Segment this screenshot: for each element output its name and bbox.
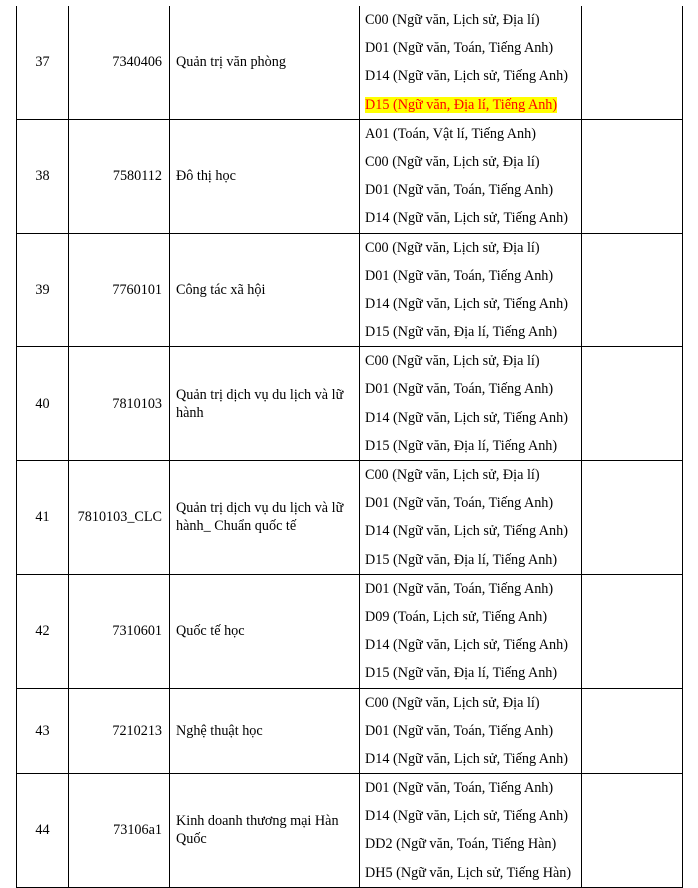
- combination-text: D01 (Ngữ văn, Toán, Tiếng Anh): [365, 267, 554, 284]
- combination-text: D01 (Ngữ văn, Toán, Tiếng Anh): [365, 580, 554, 597]
- combination-text: D14 (Ngữ văn, Lịch sử, Tiếng Anh): [365, 523, 568, 540]
- subject-combination: [365, 120, 581, 148]
- major-code: 7310601: [69, 574, 170, 688]
- subject-combination: [365, 603, 581, 631]
- major-code: 7340406: [69, 6, 170, 119]
- combination-text: D14 (Ngữ văn, Lịch sử, Tiếng Anh): [365, 295, 568, 312]
- combination-text: DD2 (Ngữ văn, Toán, Tiếng Hàn): [365, 836, 557, 853]
- subject-combination: [365, 6, 581, 34]
- row-number: 38: [17, 119, 69, 233]
- major-name: Kinh doanh thương mại Hàn Quốc: [170, 774, 360, 888]
- subject-combination: [365, 404, 581, 432]
- subject-combination: [365, 176, 581, 204]
- major-code: 7760101: [69, 233, 170, 347]
- subject-combinations: [360, 574, 582, 688]
- combination-text: D14 (Ngữ văn, Lịch sử, Tiếng Anh): [365, 210, 568, 227]
- highlighted-combination-text: D15 (Ngữ văn, Địa lí, Tiếng Anh): [365, 96, 558, 113]
- combination-text: D01 (Ngữ văn, Toán, Tiếng Anh): [365, 722, 554, 739]
- major-name: Quản trị dịch vụ du lịch và lữ hành: [170, 347, 360, 461]
- row-number: 42: [17, 574, 69, 688]
- row-number: 41: [17, 461, 69, 575]
- notes-cell: [582, 347, 683, 461]
- admission-table: [16, 6, 683, 888]
- combination-text: C00 (Ngữ văn, Lịch sử, Địa lí): [365, 12, 540, 28]
- subject-combinations: [360, 119, 582, 233]
- subject-combination: [365, 204, 581, 232]
- table-row: [17, 119, 683, 233]
- combination-text: D14 (Ngữ văn, Lịch sử, Tiếng Anh): [365, 637, 568, 654]
- major-code: 7810103_CLC: [69, 461, 170, 575]
- subject-combination: [365, 234, 581, 262]
- subject-combination: [365, 62, 581, 90]
- combination-text: D15 (Ngữ văn, Địa lí, Tiếng Anh): [365, 437, 558, 454]
- subject-combination: [365, 802, 581, 830]
- subject-combination: [365, 859, 581, 887]
- subject-combination: [365, 517, 581, 545]
- row-number: 40: [17, 347, 69, 461]
- combination-text: D15 (Ngữ văn, Địa lí, Tiếng Anh): [365, 324, 558, 341]
- subject-combination: [365, 461, 581, 489]
- major-name: Quốc tế học: [170, 574, 360, 688]
- subject-combination: [365, 546, 581, 574]
- combination-text: D01 (Ngữ văn, Toán, Tiếng Anh): [365, 40, 554, 57]
- combination-text: C00 (Ngữ văn, Lịch sử, Địa lí): [365, 353, 540, 370]
- table-row: [17, 688, 683, 774]
- major-code: 7810103: [69, 347, 170, 461]
- combination-text: C00 (Ngữ văn, Lịch sử, Địa lí): [365, 239, 540, 256]
- major-name: Nghệ thuật học: [170, 688, 360, 774]
- subject-combination: [365, 575, 581, 603]
- combination-text: A01 (Toán, Vật lí, Tiếng Anh): [365, 125, 536, 142]
- subject-combination: [365, 631, 581, 659]
- table-row: [17, 233, 683, 347]
- table-body: [17, 6, 683, 887]
- table-row: [17, 574, 683, 688]
- major-name: Đô thị học: [170, 119, 360, 233]
- subject-combinations: [360, 347, 582, 461]
- subject-combinations: [360, 688, 582, 774]
- subject-combination: [365, 774, 581, 802]
- combination-text: D09 (Toán, Lịch sử, Tiếng Anh): [365, 608, 548, 625]
- subject-combination: [365, 290, 581, 318]
- notes-cell: [582, 119, 683, 233]
- major-code: 7210213: [69, 688, 170, 774]
- subject-combination: [365, 489, 581, 517]
- subject-combinations: [360, 774, 582, 888]
- subject-combination: [365, 148, 581, 176]
- major-name: Công tác xã hội: [170, 233, 360, 347]
- subject-combination: [365, 318, 581, 346]
- notes-cell: [582, 574, 683, 688]
- major-code: 73106a1: [69, 774, 170, 888]
- notes-cell: [582, 461, 683, 575]
- table-row: [17, 774, 683, 888]
- row-number: 37: [17, 6, 69, 119]
- row-number: 43: [17, 688, 69, 774]
- notes-cell: [582, 6, 683, 119]
- subject-combination: [365, 347, 581, 375]
- row-number: 44: [17, 774, 69, 888]
- subject-combination: [365, 262, 581, 290]
- combination-text: D01 (Ngữ văn, Toán, Tiếng Anh): [365, 182, 554, 199]
- combination-text: D15 (Ngữ văn, Địa lí, Tiếng Anh): [365, 665, 558, 682]
- subject-combinations: [360, 6, 582, 119]
- major-name: Quản trị văn phòng: [170, 6, 360, 119]
- combination-text: D01 (Ngữ văn, Toán, Tiếng Anh): [365, 381, 554, 398]
- combination-text: D14 (Ngữ văn, Lịch sử, Tiếng Anh): [365, 68, 568, 85]
- subject-combinations: [360, 233, 582, 347]
- major-code: 7580112: [69, 119, 170, 233]
- major-name: Quản trị dịch vụ du lịch và lữ hành_ Chuẩn quốc tế: [170, 461, 360, 575]
- combination-text: D14 (Ngữ văn, Lịch sử, Tiếng Anh): [365, 750, 568, 767]
- notes-cell: [582, 688, 683, 774]
- table-row: [17, 6, 683, 119]
- notes-cell: [582, 233, 683, 347]
- subject-combination: [365, 432, 581, 460]
- subject-combination: [365, 830, 581, 858]
- combination-text: D14 (Ngữ văn, Lịch sử, Tiếng Anh): [365, 409, 568, 426]
- subject-combination: [365, 34, 581, 62]
- subject-combinations: [360, 461, 582, 575]
- subject-combination: [365, 745, 581, 773]
- notes-cell: [582, 774, 683, 888]
- combination-text: D01 (Ngữ văn, Toán, Tiếng Anh): [365, 495, 554, 512]
- combination-text: C00 (Ngữ văn, Lịch sử, Địa lí): [365, 694, 540, 711]
- subject-combination: [365, 717, 581, 745]
- subject-combination: [365, 375, 581, 403]
- table-row: [17, 461, 683, 575]
- combination-text: C00 (Ngữ văn, Lịch sử, Địa lí): [365, 467, 540, 483]
- subject-combination: [365, 659, 581, 687]
- combination-text: D15 (Ngữ văn, Địa lí, Tiếng Anh): [365, 551, 558, 568]
- combination-text: DH5 (Ngữ văn, Lịch sử, Tiếng Hàn): [365, 864, 572, 881]
- subject-combination: [365, 91, 581, 119]
- combination-text: D01 (Ngữ văn, Toán, Tiếng Anh): [365, 780, 554, 797]
- subject-combination: [365, 689, 581, 717]
- combination-text: C00 (Ngữ văn, Lịch sử, Địa lí): [365, 153, 540, 170]
- table-row: [17, 347, 683, 461]
- row-number: 39: [17, 233, 69, 347]
- combination-text: D14 (Ngữ văn, Lịch sử, Tiếng Anh): [365, 808, 568, 825]
